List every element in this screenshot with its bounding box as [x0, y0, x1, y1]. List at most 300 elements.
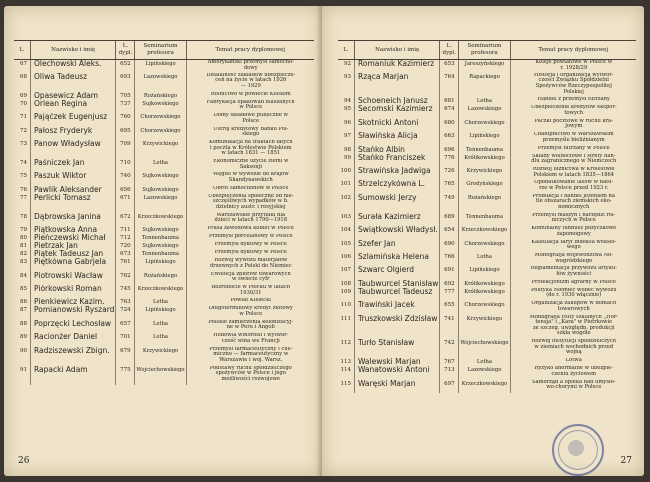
thesis-topic-line: Monografja województwa No-: [534, 253, 614, 258]
row-number: 96: [344, 119, 351, 126]
thesis-topic-line: Węgiel w wywozie do krajów: [212, 172, 289, 178]
seminar-professor: Krzywickiego: [135, 347, 186, 366]
header-dypl: L. dypl.: [440, 41, 459, 60]
diploma-number: 760: [116, 113, 135, 126]
thesis-topic-line: Przemysł porcelanowy w Polsce: [209, 234, 293, 240]
student-name: Rapacki Adam: [31, 366, 116, 385]
thesis-topic-line: towych: [564, 110, 584, 117]
seminar-professor: Lazowskiego: [459, 105, 510, 118]
seminar-professor: Chorzewskiego: [459, 240, 510, 253]
row-number: 93: [344, 73, 351, 80]
row-number: 84: [20, 272, 27, 279]
thesis-topic-line: Prasa zawodowa kobiet w Polsce: [207, 226, 294, 232]
thesis-topic-line: Reglamentacja przywozu artyku-: [530, 266, 617, 272]
seminar-professor: Lazowskiego: [135, 194, 186, 213]
student-name: Pomianowski Ryszard: [31, 306, 116, 319]
table-header-row: [338, 41, 636, 60]
table-row: [14, 186, 314, 194]
thesis-topic: [510, 146, 636, 154]
thesis-topic-line: Domy składowe publiczne w: [213, 113, 288, 119]
thesis-topic-line: Organizacja zakupów w domach: [531, 301, 617, 307]
right-page: [322, 6, 644, 476]
table-row: [14, 306, 314, 319]
row-number: 72: [20, 127, 27, 134]
thesis-topic-line: Przemysł dyktowy w Polsce: [214, 250, 287, 256]
student-name: Piątkowska Anna: [31, 226, 116, 234]
thesis-topic: [186, 100, 314, 113]
thesis-topic-line: Monografja Huty szklanych „Hor-: [529, 314, 619, 320]
row-number: 113: [340, 359, 351, 366]
student-name: Paszuk Wiktor: [31, 172, 116, 185]
thesis-topic-line: Komunikacja na traktach łatych: [208, 140, 293, 146]
diploma-number: 691: [440, 266, 459, 279]
table-row: [14, 333, 314, 346]
thesis-topic-line: Ustrój kredytowy Banku Pol-: [213, 126, 289, 132]
thesis-topic: [510, 154, 636, 167]
diploma-number: 689: [440, 213, 459, 226]
diploma-number: 696: [440, 146, 459, 154]
table-row: [338, 180, 636, 193]
thesis-topic: [510, 240, 636, 253]
row-number: 87: [20, 307, 27, 314]
thesis-topic-line: — 1929: [240, 83, 261, 90]
row-number: 74: [20, 160, 27, 167]
table-row: [14, 213, 314, 226]
student-name: Poprzęcki Lechosław: [31, 320, 116, 333]
seminar-professor: Sujkowskiego: [135, 100, 186, 113]
seminar-professor: Lipińskiego: [459, 266, 510, 279]
seminar-professor: Lipińskiego: [135, 306, 186, 319]
thesis-topic-line: wogródzkiego: [555, 257, 593, 264]
seminar-professor: Rożańskiego: [135, 272, 186, 285]
thesis-topic-line: szczęśliwych wypadków w b.: [212, 198, 289, 205]
diploma-number: 681: [440, 97, 459, 105]
diploma-number: 777: [440, 288, 459, 301]
seminar-professor: Chorzewskiego: [135, 127, 186, 140]
row-number: 88: [20, 320, 27, 327]
thesis-topic: [510, 180, 636, 193]
thesis-topic-line: Ubezpieczenie kredytów ekspor-: [530, 105, 617, 111]
thesis-topic-line: Fabrykacja opakowań blaszanych: [206, 99, 295, 105]
table-row: [338, 105, 636, 118]
thesis-topic: [186, 234, 314, 242]
thesis-topic-line: Koleje powiatowe w Polsce w: [535, 59, 613, 65]
table-header-row: [14, 41, 314, 60]
seminar-professor: Sujkowskiego: [135, 186, 186, 194]
diploma-number: 692: [440, 280, 459, 288]
thesis-topic-line: skiego: [242, 131, 260, 138]
diploma-number: 740: [116, 172, 135, 185]
thesis-topic-line: w latach 1831 — 1851: [221, 150, 281, 157]
thesis-topic: [510, 288, 636, 301]
table-row: [338, 194, 636, 213]
thesis-topic-line: wojną: [565, 349, 582, 356]
student-name: Stańko Albin: [355, 146, 440, 154]
thesis-topic: [186, 258, 314, 271]
diploma-number: 671: [116, 194, 135, 213]
row-number: 106: [340, 254, 351, 260]
table-row: [14, 347, 314, 366]
row-number: 92: [344, 61, 351, 67]
table-row: [14, 140, 314, 159]
student-name: Pająćzek Eugenjusz: [31, 113, 116, 126]
row-number: 70: [20, 100, 27, 107]
diploma-number: 763: [116, 298, 135, 306]
thesis-topic-line: w Polsce: [239, 104, 263, 111]
row-number: 77: [20, 194, 27, 201]
row-number: 83: [20, 259, 27, 266]
seminar-professor: Lotha: [135, 159, 186, 172]
diploma-number: 680: [440, 119, 459, 132]
table-row: [14, 113, 314, 126]
thesis-topic-line: Handel z przemysł futrzany: [537, 97, 610, 103]
thesis-topic-line: Przemysł dyktowy w Polsce: [214, 242, 287, 248]
thesis-table-left: [14, 40, 314, 385]
table-row: [14, 250, 314, 258]
thesis-topic-line: dzieci w latach 1790—1918: [214, 217, 288, 224]
thesis-topic-line: dlu zagranicznego w Niemczech: [531, 158, 617, 165]
thesis-topic: [510, 358, 636, 366]
diploma-number: 656: [116, 186, 135, 194]
thesis-topic-line: Rozwój instytucji spółdzielczych: [531, 339, 617, 345]
thesis-topic: [510, 73, 636, 98]
table-row: [338, 339, 636, 358]
thesis-topic-line: drzewnych z Polski do Niemiec: [209, 262, 292, 269]
thesis-topic-line: wo-chorymi w Polsce: [546, 384, 602, 391]
diploma-number: 749: [440, 194, 459, 213]
seminar-professor: Sujkowskiego: [135, 172, 186, 185]
diploma-number: 654: [440, 226, 459, 239]
diploma-number: 672: [116, 213, 135, 226]
table-row: [14, 60, 314, 73]
thesis-topic-line: Polsce: [242, 117, 260, 124]
thesis-topic: [510, 226, 636, 239]
thesis-topic-line: Spożywców Rzeczypospolitej: [535, 83, 612, 90]
thesis-topic-line: Polityka Niemiec wobec wywozu: [530, 287, 617, 293]
row-number: 108: [340, 280, 351, 287]
thesis-topic: [186, 172, 314, 185]
thesis-topic-line: Warszawskie przytułki dla: [216, 212, 286, 218]
seminar-professor: Tennenbauma: [135, 250, 186, 258]
seminar-professor: Lotha: [459, 253, 510, 266]
diploma-number: 710: [116, 159, 135, 172]
thesis-topic-line: Ubezpieczenia społeczne od nie-: [208, 193, 294, 199]
diploma-number: 663: [440, 132, 459, 145]
table-row: [338, 146, 636, 154]
table-row: [14, 172, 314, 185]
header-seminar: Seminarium profesora: [135, 41, 186, 60]
thesis-topic-line: czeniu życiowem: [551, 370, 596, 377]
thesis-topic-line: Rozwój lużnictwa w Królestwie: [532, 167, 615, 173]
seminar-professor: Krółikowskiego: [459, 280, 510, 288]
seminar-professor: Lotha: [459, 358, 510, 366]
seminar-professor: Tennenbauma: [135, 234, 186, 242]
row-number: 94: [344, 98, 351, 105]
diploma-number: 765: [440, 180, 459, 193]
thesis-topic-line: i poczta w Królestwie Polskiem: [209, 144, 292, 151]
thesis-topic: [186, 272, 314, 285]
seminar-professor: Sujkowskiego: [135, 226, 186, 234]
diploma-number: 775: [116, 366, 135, 385]
student-name: Rząca Marjan: [355, 73, 440, 98]
row-number: 79: [20, 227, 27, 234]
diploma-number: 712: [116, 234, 135, 242]
thesis-topic-line: Komunalny fundusz pożyczkowe: [531, 226, 617, 232]
thesis-topic: [186, 298, 314, 306]
seminar-professor: Rapackiego: [459, 73, 510, 98]
row-number: 89: [20, 334, 27, 341]
diploma-number: 693: [116, 73, 135, 92]
seminar-professor: Lazowskiego: [135, 73, 186, 92]
table-row: [338, 97, 636, 105]
header-topic: Temat pracy dyplomowej: [510, 41, 636, 60]
student-name: Romaniuk Kazimierz: [355, 60, 440, 73]
thesis-topic-line: Saksonji: [239, 163, 262, 170]
thesis-topic-line: Przemysł futrzany w Polsce: [537, 145, 610, 151]
thesis-topic-line: Produkcja i handel jeżeniem na: [532, 193, 615, 199]
thesis-topic-line: Opodatkowanie lasów w natu-: [534, 180, 614, 186]
thesis-topic-line: Bezrobocie w Płocku w latach: [211, 285, 291, 291]
thesis-topic-line: spożywców w Polsce i jego: [215, 370, 286, 377]
student-name: Szlamińska Helena: [355, 253, 440, 266]
seminar-professor: Lotha: [135, 333, 186, 346]
seminar-professor: Krółikowskiego: [459, 154, 510, 167]
thesis-topic-line: łów żywności: [556, 270, 592, 277]
thesis-topic-line: przemyśle bieliźnianym: [542, 136, 605, 143]
thesis-topic-line: ceń na życie w latach 1926: [215, 77, 287, 84]
row-number: 115: [340, 380, 351, 387]
seminar-professor: Lotha: [459, 97, 510, 105]
row-number: 103: [340, 213, 351, 220]
thesis-topic-line: Ewolucja zbiorów towarowych: [210, 271, 291, 277]
table-row: [338, 240, 636, 253]
diploma-number: 697: [440, 380, 459, 393]
row-number: 86: [20, 299, 27, 306]
diploma-number: 766: [440, 253, 459, 266]
thesis-topic: [510, 97, 636, 105]
thesis-topic-line: ze szczeg. uwzględn. produkcji: [532, 324, 615, 331]
student-name: Panow Władysław: [31, 140, 116, 159]
student-name: Pawlik Aleksander: [31, 186, 116, 194]
thesis-topic: [510, 132, 636, 145]
student-name: Wanatowski Antoni: [355, 366, 440, 379]
thesis-topic: [186, 92, 314, 100]
diploma-number: 761: [116, 258, 135, 271]
diploma-number: 726: [440, 167, 459, 180]
seminar-professor: Lipińskiego: [135, 258, 186, 271]
row-number: 90: [20, 347, 27, 354]
diploma-number: 690: [440, 240, 459, 253]
diploma-number: 705: [116, 92, 135, 100]
thesis-topic: [510, 380, 636, 393]
table-row: [14, 226, 314, 234]
student-name: Piętkówna Gabrjela: [31, 258, 116, 271]
student-name: Piątek Tadeusz Jan: [31, 250, 116, 258]
student-name: Sławińska Alicja: [355, 132, 440, 145]
seminar-professor: Tennenbauma: [459, 213, 510, 226]
student-name: Pienkiewicz Kazim.: [31, 298, 116, 306]
student-name: Truszkowski Zdzisław: [355, 315, 440, 340]
diploma-number: 679: [116, 347, 135, 366]
thesis-topic: [510, 167, 636, 180]
seminar-professor: Chorzewskiego: [459, 119, 510, 132]
thesis-topic: [186, 73, 314, 92]
table-row: [338, 358, 636, 366]
thesis-topic-line: Historja i organizacja wytwór-: [533, 72, 614, 78]
thesis-table-right: [338, 40, 636, 393]
seminar-professor: Sujkowskiego: [135, 242, 186, 250]
seminar-professor: Krzywickiego: [459, 167, 510, 180]
header-name: Nazwisko i imię: [355, 41, 440, 60]
thesis-topic: [186, 213, 314, 226]
student-name: Oliwa Tadeusz: [31, 73, 116, 92]
table-row: [14, 285, 314, 298]
thesis-topic: [186, 366, 314, 385]
student-name: Skotnicki Antoni: [355, 119, 440, 132]
student-name: Secomski Kazimierz: [355, 105, 440, 118]
table-row: [14, 73, 314, 92]
student-name: Strzelczykówna L.: [355, 180, 440, 193]
row-number: 91: [20, 366, 27, 373]
table-row: [14, 258, 314, 271]
thesis-topic-line: (do r. 1930 włącznie): [546, 292, 602, 299]
thesis-topic: [510, 301, 636, 314]
thesis-topic-line: jowym: [565, 123, 583, 130]
student-name: Stańko Franciszek: [355, 154, 440, 167]
table-row: [338, 315, 636, 340]
seminar-professor: Krzywickiego: [135, 140, 186, 159]
thesis-topic: [186, 127, 314, 140]
diploma-number: 652: [116, 60, 135, 73]
row-number: 68: [20, 73, 27, 80]
thesis-topic-line: niczych w Polsce: [551, 217, 596, 224]
table-row: [338, 60, 636, 73]
thesis-topic-line: Podstawy ruchu spółdzielczego: [209, 365, 292, 371]
student-name: Szefer Jan: [355, 240, 440, 253]
diploma-number: 701: [116, 333, 135, 346]
row-number: 80: [20, 235, 27, 242]
seminar-professor: Wojciechowskiego: [135, 366, 186, 385]
thesis-topic-line: tensja" i „Kara" w Piotrkowie: [535, 319, 613, 326]
seminar-professor: Krółikowskiego: [459, 288, 510, 301]
thesis-topic-line: Protekcjonizm agrarny w Polsce: [531, 279, 617, 285]
thesis-topic-line: Skandynawskich: [228, 177, 273, 184]
thesis-topic: [510, 119, 636, 132]
row-number: 69: [20, 92, 27, 99]
thesis-topic-line: Lotwa: [565, 358, 582, 364]
thesis-topic: [510, 315, 636, 340]
thesis-topic-line: Rolnictwo w powiecie Kolskim: [210, 91, 291, 97]
table-row: [338, 380, 636, 393]
row-number: 111: [340, 315, 351, 322]
diploma-number: 713: [440, 366, 459, 379]
thesis-topic-line: ne w Peru i Angoli: [226, 324, 275, 331]
thesis-topic: [510, 280, 636, 288]
student-name: Dąbrowska Janina: [31, 213, 116, 226]
row-number: 105: [340, 240, 351, 247]
seminar-professor: Chorzewskiego: [135, 113, 186, 126]
thesis-topic-line: Hodowla winorośli i wytwór-: [213, 333, 289, 339]
diploma-number: 695: [116, 127, 135, 140]
thesis-topic-line: Paczki pocztowe w ruchu kra-: [534, 118, 614, 124]
header-nr: L.: [14, 41, 31, 60]
student-name: Radziszewski Zbign.: [31, 347, 116, 366]
student-name: Piotrowski Wacław: [31, 272, 116, 285]
thesis-topic-line: Rozwój wywozu materjałów: [214, 258, 288, 264]
seminar-professor: Krzeczkowskiego: [459, 226, 510, 239]
table-row: [338, 288, 636, 301]
seminar-professor: Grodyńskiego: [459, 180, 510, 193]
seminar-professor: Jaroszyńskiego: [459, 60, 510, 73]
thesis-topic-line: wego: [566, 244, 581, 251]
table-row: [14, 320, 314, 333]
student-name: Orlean Regina: [31, 100, 116, 113]
page-number-left: 26: [18, 456, 30, 466]
thesis-topic-line: Składy wolnocłowe i strefy han-: [531, 153, 616, 159]
student-name: Pietrzak Jan: [31, 242, 116, 250]
table-body-left: [14, 60, 314, 385]
row-number: 110: [340, 302, 351, 309]
thesis-topic-line: r. 1928/29: [560, 64, 588, 71]
thesis-topic-line: Przemysł maszyn i narzędzi rol-: [532, 212, 616, 218]
student-name: Taubwurcel Stanisław: [355, 280, 440, 288]
thesis-topic-line: czość wina we Francji: [221, 337, 280, 344]
diploma-number: 655: [440, 301, 459, 314]
seminar-professor: Chorzewskiego: [459, 301, 510, 314]
thesis-topic: [510, 194, 636, 213]
diploma-number: 724: [116, 306, 135, 319]
thesis-topic: [510, 266, 636, 279]
table-row: [14, 242, 314, 250]
thesis-topic-line: w ziemiach wschodnich przed: [534, 343, 614, 350]
row-number: 104: [340, 227, 351, 234]
table-row: [338, 301, 636, 314]
table-row: [338, 253, 636, 266]
row-number: 97: [344, 133, 351, 140]
table-row: [338, 280, 636, 288]
seminar-professor: Rożańskiego: [459, 194, 510, 213]
student-name: Sumowski Jerzy: [355, 194, 440, 213]
table-row: [338, 167, 636, 180]
diploma-number: 674: [440, 105, 459, 118]
thesis-topic: [186, 306, 314, 319]
thesis-topic: [186, 186, 314, 194]
table-row: [338, 73, 636, 98]
table-row: [14, 194, 314, 213]
table-row: [14, 272, 314, 285]
header-name: Nazwisko i imię: [31, 41, 116, 60]
student-name: Turło Stanisław: [355, 339, 440, 358]
diploma-number: 745: [116, 285, 135, 298]
seminar-professor: Lazowskiego: [459, 366, 510, 379]
student-name: Piórkowski Roman: [31, 285, 116, 298]
thesis-topic: [186, 347, 314, 366]
thesis-topic-line: Polskie zamierzenia kolonizacyj-: [208, 319, 294, 325]
thesis-topic-line: Ryzyko anormalne w ubezpie-: [534, 366, 613, 372]
student-name: Perlicki Tomasz: [31, 194, 116, 213]
thesis-topic-line: zapomogowy: [556, 230, 591, 237]
student-name: Trawiński Jacek: [355, 301, 440, 314]
table-row: [338, 213, 636, 226]
row-number: 71: [20, 114, 27, 121]
thesis-topic: [510, 339, 636, 358]
thesis-topic-line: Samorząd a opieka nad umysło-: [531, 379, 616, 385]
thesis-topic-line: Polskiem w latach 1835—1864: [533, 171, 615, 178]
diploma-number: 657: [116, 320, 135, 333]
seminar-professor: Krzeczkowskiego: [135, 213, 186, 226]
thesis-topic-line: tle obszarach ziemskich eko-: [535, 198, 612, 205]
table-row: [14, 92, 314, 100]
